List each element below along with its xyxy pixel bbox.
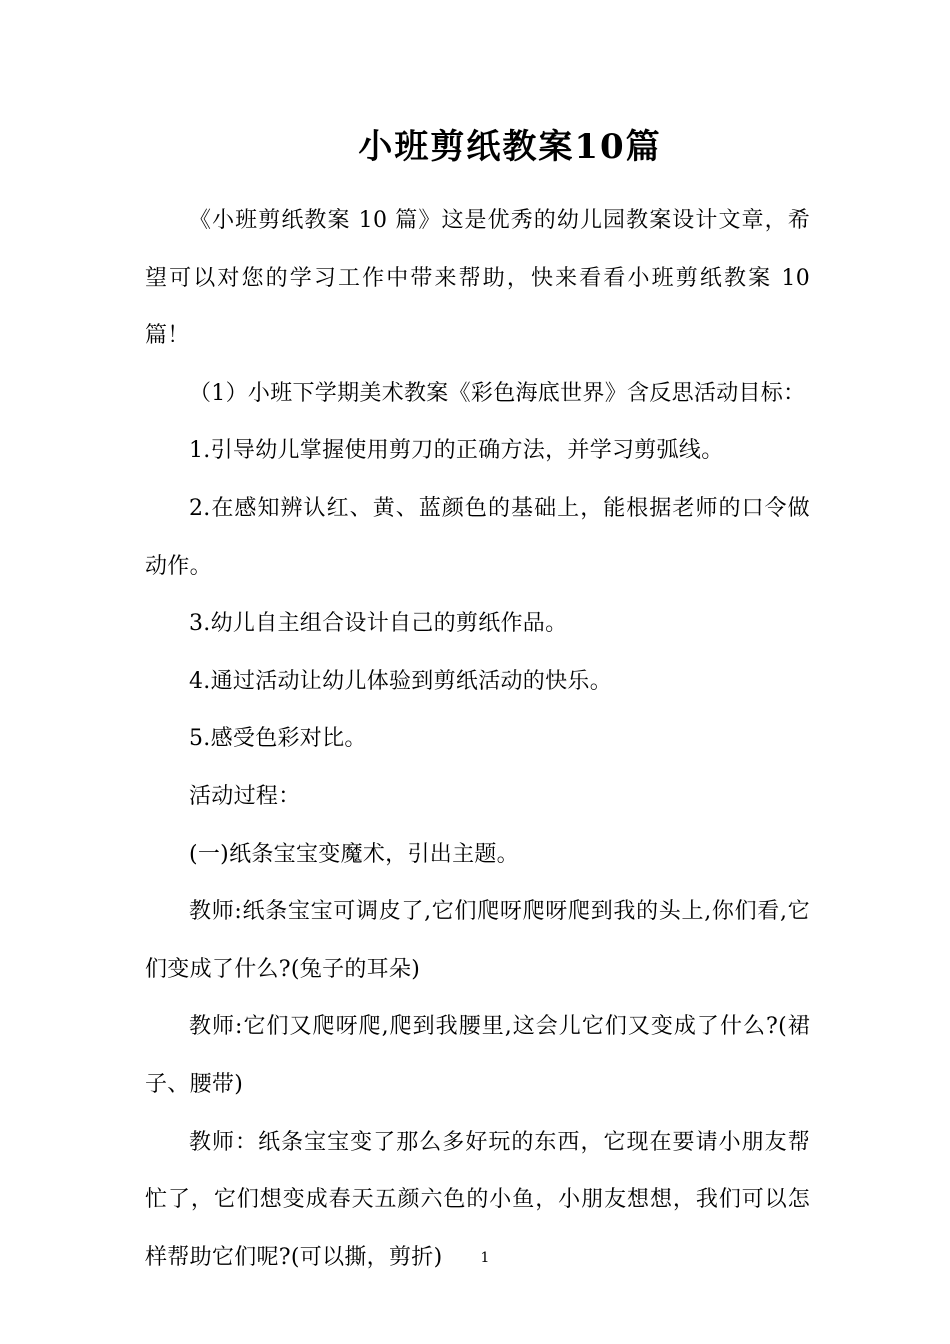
teacher-dialogue-2: 教师:它们又爬呀爬,爬到我腰里,这会儿它们又变成了什么?(裙子、腰带) <box>145 1014 810 1097</box>
lesson-heading: （1）小班下学期美术教案《彩色海底世界》含反思活动目标： <box>189 380 806 406</box>
goal-item-5: 5.感受色彩对比。 <box>189 726 367 752</box>
page-number: 1 <box>480 1250 490 1266</box>
intro-paragraph: 《小班剪纸教案 10 篇》这是优秀的幼儿园教案设计文章，希望可以对您的学习工作中带来帮助，快来看看小班剪纸教案 10 篇！ <box>145 208 810 349</box>
document-body <box>145 192 810 1286</box>
process-heading: 活动过程： <box>189 783 301 809</box>
goal-item-3: 3.幼儿自主组合设计自己的剪纸作品。 <box>189 611 568 637</box>
document-title: 小班剪纸教案10篇 <box>358 126 662 167</box>
teacher-dialogue-1: 教师:纸条宝宝可调皮了,它们爬呀爬呀爬到我的头上,你们看,它们变成了什么?(兔子的耳朵) <box>145 899 810 982</box>
teacher-dialogue-3: 教师：纸条宝宝变了那么多好玩的东西，它现在要请小朋友帮忙了，它们想变成春天五颜六色的小鱼，小朋友想想，我们可以怎样帮助它们呢?(可以撕，剪折) <box>145 1129 810 1270</box>
process-step-1: (一)纸条宝宝变魔术，引出主题。 <box>189 841 519 867</box>
goal-item-4: 4.通过活动让幼儿体验到剪纸活动的快乐。 <box>189 668 612 694</box>
goal-item-2: 2.在感知辨认红、黄、蓝颜色的基础上，能根据老师的口令做动作。 <box>145 495 810 579</box>
goal-item-1: 1.引导幼儿掌握使用剪刀的正确方法，并学习剪弧线。 <box>189 438 724 464</box>
